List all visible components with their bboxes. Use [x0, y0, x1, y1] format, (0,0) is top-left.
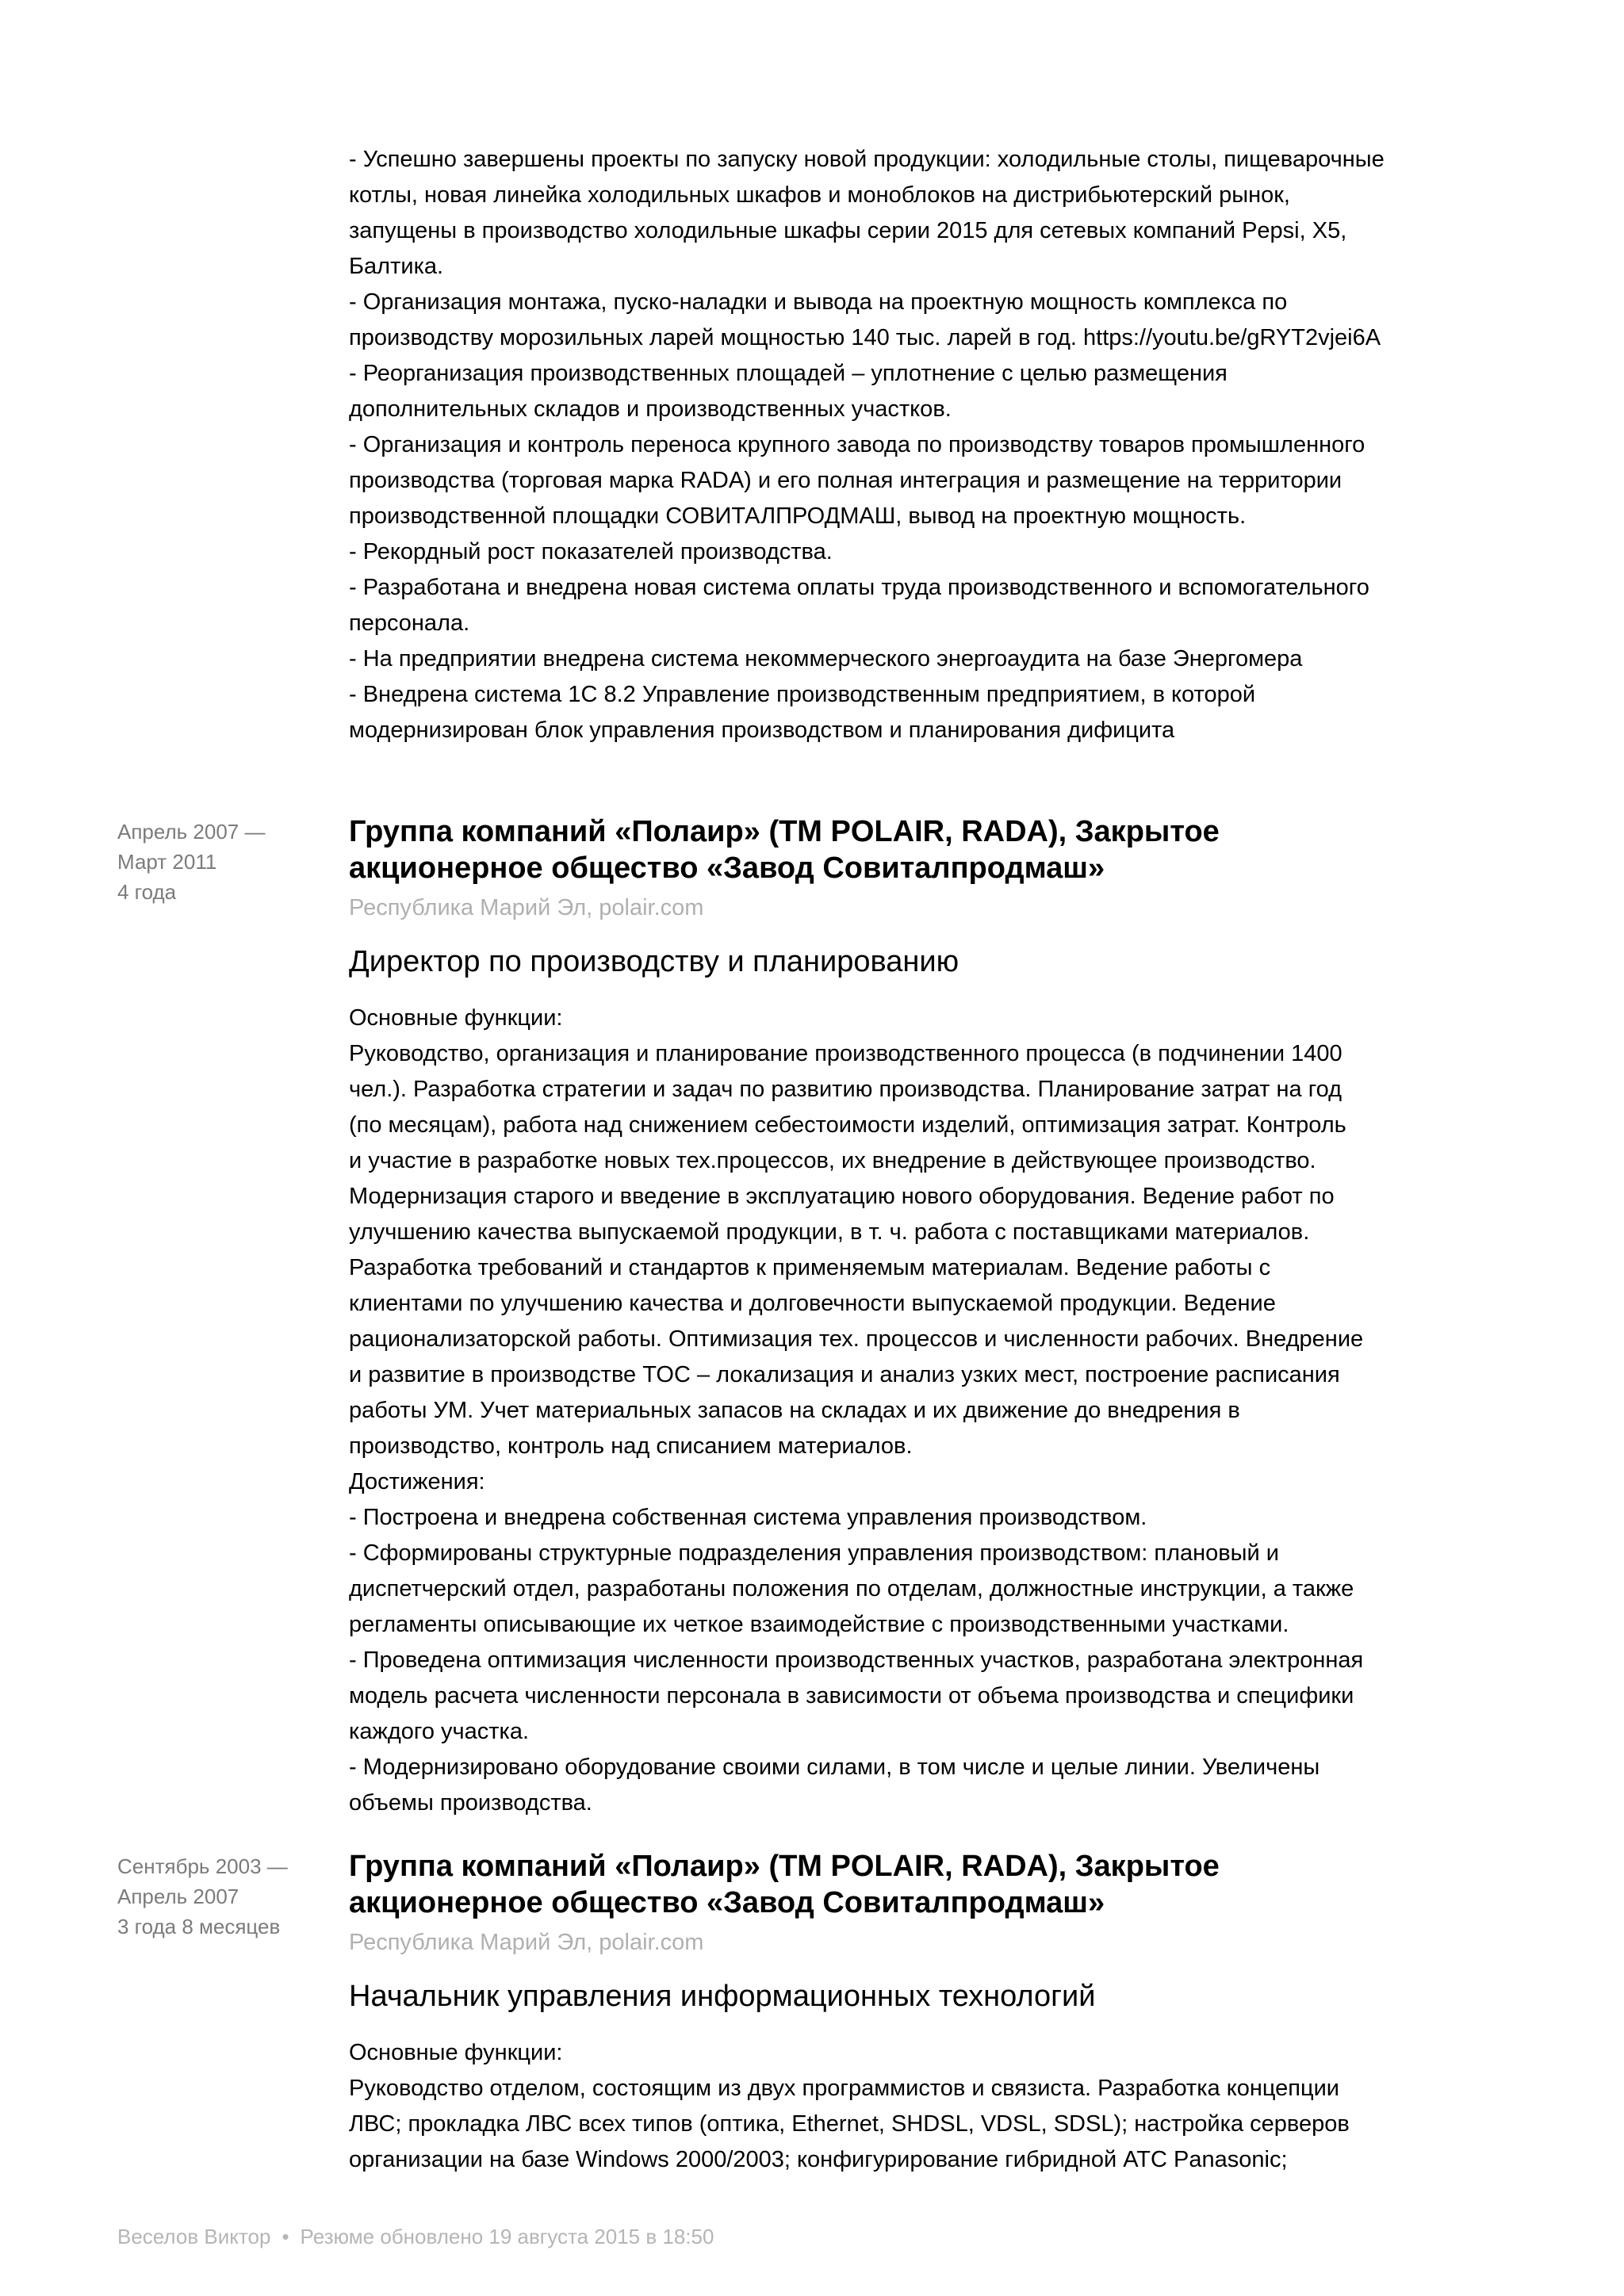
company-location: Республика Марий Эл, polair.com — [349, 1930, 704, 1955]
footer-name: Веселов Виктор — [117, 2225, 271, 2248]
intro-achievements-text: - Успешно завершены проекты по запуску новой продукции: холодильные столы, пищеварочные котлы, новая линейка холодильных шкафов и моноблоков на дистрибьютерский рынок, запущены в производство холодильные шкафы серии 2015 для сетевых компаний Pepsi, X5, Балтика. - Организация монтажа, пуско-наладки и вывода на проектную мощность комплекса по производству морозильных ларей мощностью 140 тыс. ларей в год. https://youtu.be/gRYT2vjei6A - Реорганизация производственных площадей – уплотнение с целью размещения дополнительных складов и производственных участков. - Организация и контроль переноса крупного завода по производству товаров промышленного производства (торговая марка RADA) и его полная интеграция и размещение на территории производственной площадки СОВИТАЛПРОДМАШ, вывод на проектную мощность. - Рекордный рост показателей производства. - Разработана и внедрена новая система оплаты труда производственного и вспомогательного персонала. - На предприятии внедрена система некоммерческого энергоаудита на базе Энергомера - Внедрена система 1С 8.2 Управление производственным предприятием, в которой модернизирован блок управления производством и планирования дифицита — [349, 147, 1385, 743]
job-position: Директор по производству и планированию — [349, 945, 959, 978]
footer-updated: Резюме обновлено 19 августа 2015 в 18:50 — [300, 2225, 714, 2248]
footer-separator: • — [282, 2225, 289, 2248]
job-description: Основные функции: Руководство отделом, состоящим из двух программистов и связиста. Разработка концепции ЛВС; прокладка ЛВС всех типов (оптика, Ethernet, SHDSL, VDSL, SDSL); настройка серверов организации на базе Windows 2000/2003; конфигурирование гибридной АТС Panasonic; — [349, 2040, 1350, 2172]
company-name: Группа компаний «Полаир» (ТМ POLAIR, RADA), Закрытое акционерное общество «Завод Совиталпродмаш» — [349, 815, 1220, 885]
job-dates: Апрель 2007 — Март 2011 4 года — [117, 820, 266, 904]
job-dates: Сентябрь 2003 — Апрель 2007 3 года 8 месяцев — [117, 1854, 288, 1938]
job-position: Начальник управления информационных технологий — [349, 1980, 1096, 2013]
job-description: Основные функции: Руководство, организация и планирование производственного процесса (в подчинении 1400 чел.). Разработка стратегии и задач по развитию производства. Планирование затрат на год (по месяцам), работа над снижением себестоимости изделий, оптимизация затрат. Контроль и участие в разработке новых тех.процессов, их внедрение в действующее производство. Модернизация старого и введение в эксплуатацию нового оборудования. Ведение работ по улучшению качества выпускаемой продукции, в т. ч. работа с поставщиками материалов. Разработка требований и стандартов к применяемым материалам. Ведение работы с клиентами по улучшению качества и долговечности выпускаемой продукции. Ведение рационализаторской работы. Оптимизация тех. процессов и численности рабочих. Внедрение и развитие в производстве TOC – локализация и анализ узких мест, построение расписания работы УМ. Учет материальных запасов на складах и их движение до внедрения в производство, контроль над списанием материалов. Достижения: - Построена и внедрена собственная система управления производством. - Сформированы структурные подразделения управления производством: плановый и диспетчерский отдел, разработаны положения по отделам, должностные инструкции, а также регламенты описывающие их четкое взаимодействие с производственными участками. - Проведена оптимизация численности производственных участков, разработана электронная модель расчета численности персонала в зависимости от объема производства и специфики каждого участка. - Модернизировано оборудование своими силами, в том числе и целые линии. Увеличены объемы производства. — [349, 1005, 1364, 1816]
company-location: Республика Марий Эл, polair.com — [349, 895, 704, 920]
page-footer — [117, 2222, 714, 2251]
company-name: Группа компаний «Полаир» (ТМ POLAIR, RADA), Закрытое акционерное общество «Завод Совиталпродмаш» — [349, 1850, 1220, 1919]
